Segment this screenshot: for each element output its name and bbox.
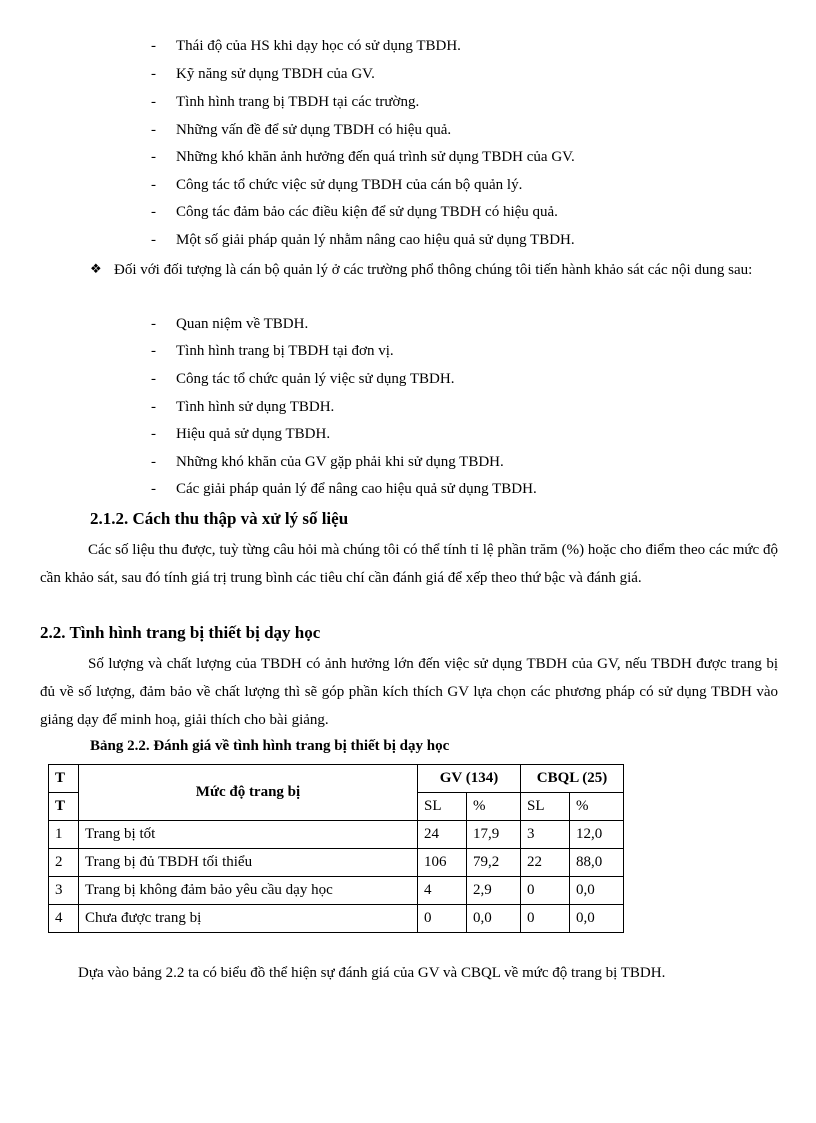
header-gv-pct: % — [467, 793, 521, 821]
cell-gv-pct: 79,2 — [467, 849, 521, 877]
cell-cbql-pct: 0,0 — [570, 905, 624, 933]
cell-gv-pct: 2,9 — [467, 877, 521, 905]
cell-gv-sl: 0 — [418, 905, 467, 933]
cell-cbql-sl: 3 — [521, 821, 570, 849]
header-level: Mức độ trang bị — [79, 765, 418, 821]
table-row — [49, 821, 624, 849]
cell-gv-pct: 17,9 — [467, 821, 521, 849]
document-page: - Thái độ của HS khi dạy học có sử dụng TBDH. - Kỹ năng sử dụng TBDH của GV. - Tình hình trang bị TBDH tại các trường. - Những vấn đề để sử dụng TBDH có hiệu quả. - Những khó khăn ảnh hưởng đến quá trình sử dụng TBDH của GV. - Công tác tổ chức việc sử dụng TBDH của cán bộ quản lý. - Công tác đảm bảo các điều kiện để sử dụng TBDH có hiệu quả. - Một số giải pháp quản lý nhằm nâng cao hiệu quả sử dụng TBDH. ❖ Đối với đối tượng là cán bộ quản lý ở các trường phổ thông chúng tôi tiến hành khảo sát các nội dung sau: - Quan niệm về TBDH. - Tình hình trang bị TBDH tại đơn vị. - Công tác tổ chức quản lý việc sử dụng TBDH. - Tình hình sử dụng TBDH. - Hiệu quả sử dụng TBDH. - Những khó khăn của GV gặp phải khi sử dụng TBDH. - Các giải pháp quản lý để nâng cao hiệu quả sử dụng TBDH. 2.1.2. Cách thu thập và xử lý số liệu Các số liệu thu được, tuỳ từng câu hỏi mà chúng tôi có thể tính tỉ lệ phần trăm (%) hoặc cho điểm theo các mức độ cần khảo sát, sau đó tính giá trị trung bình các tiêu chí cần đánh giá để xếp theo thứ bậc và đánh giá. 2.2. Tình hình trang bị thiết bị dạy học Số lượng và chất lượng của TBDH có ảnh hưởng lớn đến việc sử dụng TBDH của GV, nếu TBDH được trang bị đủ về số lượng, đảm bảo về chất lượng thì sẽ góp phần kích thích GV lựa chọn các phương pháp có sử dụng TBDH vào giảng dạy để minh hoạ, giải thích cho bài giảng. Bảng 2.2. Đánh giá về tình hình trang bị thiết bị dạy học T Mức độ trang bị GV (134) CBQL (25) T SL % SL % 1 Trang bị tốt 24 17,9 3 12,0 2 Trang bị đủ TBDH tối thiểu 106 79,2 22 88,0 3 Trang bị không đảm bảo yêu cầu dạy học 4 2,9 0 0,0 4 Chưa được trang bị 0 0,0 0 0,0 Dựa vào bảng 2.2 ta có biểu đồ thể hiện sự đánh giá của GV và CBQL về mức độ trang bị TBDH. — [0, 0, 816, 1123]
header-gv: GV (134) — [418, 765, 521, 793]
cell-level: Trang bị tốt — [79, 821, 418, 849]
header-cbql-sl: SL — [521, 793, 570, 821]
cell-tt: 1 — [49, 821, 79, 849]
cell-gv-sl: 106 — [418, 849, 467, 877]
cell-cbql-sl: 22 — [521, 849, 570, 877]
equipment-table — [48, 764, 624, 933]
section-heading-2-2: 2.2. Tình hình trang bị thiết bị dạy học — [40, 623, 321, 642]
cell-cbql-sl: 0 — [521, 905, 570, 933]
cell-gv-sl: 4 — [418, 877, 467, 905]
cell-tt: 4 — [49, 905, 79, 933]
cell-level: Chưa được trang bị — [79, 905, 418, 933]
header-tt-bottom: T — [49, 793, 79, 821]
closing-sentence: Dựa vào bảng 2.2 ta có biểu đồ thể hiện sự đánh giá của GV và CBQL về mức độ trang bị TBDH. — [78, 965, 666, 981]
table-row — [49, 877, 624, 905]
cell-level: Trang bị đủ TBDH tối thiểu — [79, 849, 418, 877]
data-processing-paragraph: Các số liệu thu được, tuỳ từng câu hỏi mà chúng tôi có thể tính tỉ lệ phần trăm (%) hoặc cho điểm theo các mức độ cần khảo sát, sau đó tính giá trị trung bình các tiêu chí cần đánh giá để xếp theo thứ bậc và đánh giá. — [40, 542, 778, 586]
cell-level: Trang bị không đảm bảo yêu cầu dạy học — [79, 877, 418, 905]
cell-cbql-pct: 0,0 — [570, 877, 624, 905]
header-tt-top: T — [49, 765, 79, 793]
section-heading-2-1-2: 2.1.2. Cách thu thập và xử lý số liệu — [90, 509, 349, 528]
cell-tt: 3 — [49, 877, 79, 905]
cell-gv-sl: 24 — [418, 821, 467, 849]
cell-cbql-sl: 0 — [521, 877, 570, 905]
diamond-bullet-icon: ❖ — [90, 262, 102, 277]
table-caption: Bảng 2.2. Đánh giá về tình hình trang bị thiết bị dạy học — [90, 738, 450, 754]
cell-cbql-pct: 12,0 — [570, 821, 624, 849]
table-header-row — [49, 765, 624, 793]
cell-cbql-pct: 88,0 — [570, 849, 624, 877]
cell-tt: 2 — [49, 849, 79, 877]
manager-survey-text: Đối với đối tượng là cán bộ quản lý ở các trường phổ thông chúng tôi tiến hành khảo sát các nội dung sau: — [114, 262, 753, 278]
table-row — [49, 849, 624, 877]
header-gv-sl: SL — [418, 793, 467, 821]
manager-survey-intro — [90, 256, 780, 284]
table-row — [49, 905, 624, 933]
equipment-paragraph: Số lượng và chất lượng của TBDH có ảnh hưởng lớn đến việc sử dụng TBDH của GV, nếu TBDH được trang bị đủ về số lượng, đảm bảo về chất lượng thì sẽ góp phần kích thích GV lựa chọn các phương pháp có sử dụng TBDH vào giảng dạy để minh hoạ, giải thích cho bài giảng. — [40, 656, 778, 728]
header-cbql-pct: % — [570, 793, 624, 821]
header-cbql: CBQL (25) — [521, 765, 624, 793]
cell-gv-pct: 0,0 — [467, 905, 521, 933]
